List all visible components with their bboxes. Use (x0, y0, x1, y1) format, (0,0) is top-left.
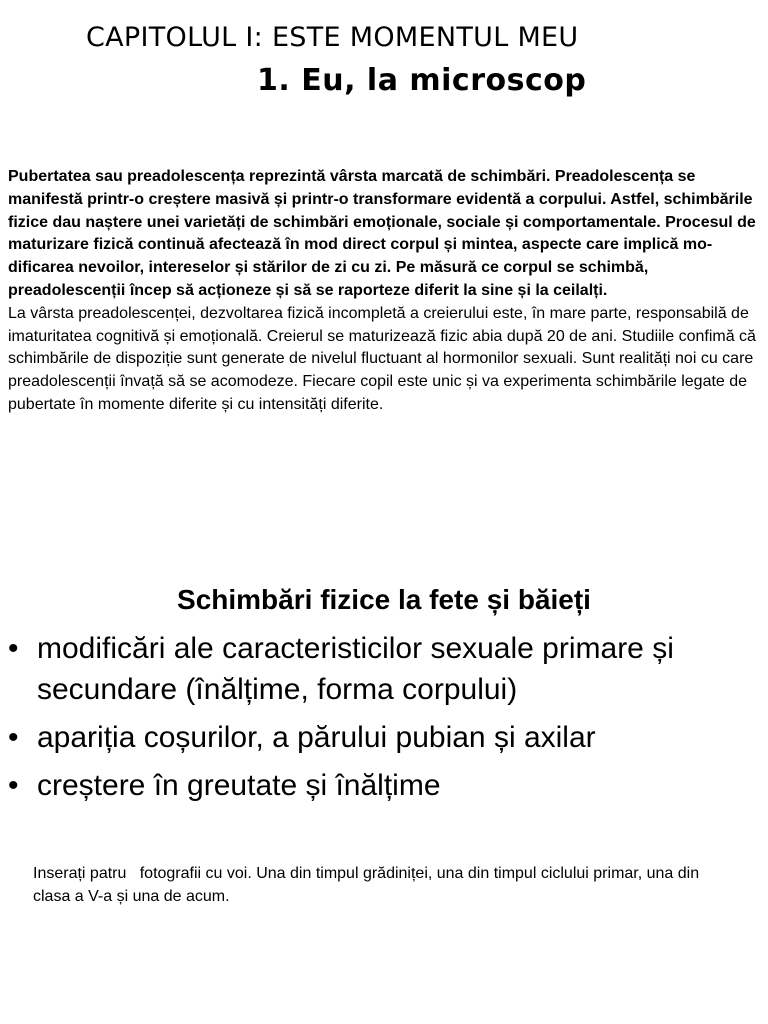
list-item (8, 717, 760, 758)
photo-instruction: Inserați patru fotografii cu voi. Una din timpul grădiniței, una din timpul ciclului primar, una din clasa a V-a și una de acum. (33, 865, 704, 905)
list-item-text: modificări ale caracteristicilor sexuale primare și secundare (înălțime, forma corpului) (37, 632, 674, 706)
intro-paragraph-regular: La vârsta preadolescenței, dezvoltarea fizică incompletă a creierului este, în mare parte, responsabilă de imaturitatea cognitivă și emoțională. Creierul se maturizează fizic abia după 20 de ani. Studiile confimă că schimbările de dispoziție sunt generate de nivelul fluctuant al hormonilor sexuali. Sunt realități noi cu care preadolescenții învață să se acomodeze. Fiecare copil este unic și va experimenta schimbările legate de pubertate în momente diferite și cu intensități diferite. (8, 304, 756, 413)
bullet-icon: • (8, 632, 19, 665)
chapter-title: CAPITOLUL I: ESTE MOMENTUL MEU (86, 22, 579, 53)
bullet-icon: • (8, 769, 19, 802)
section-title: 1. Eu, la microscop (257, 63, 587, 98)
list-item-text: apariția coșurilor, a părului pubian și axilar (37, 721, 596, 754)
intro-paragraph-bold: Pubertatea sau preadolescența reprezintă vârsta marcată de schimbări. Preadolescența se manifestă printr-o creștere masivă și printr-o transformare evidentă a corpului. Astfel, schimbările fizice dau naștere unei varietăți de schimbări emoționale, sociale și comportamentale. Procesul de maturizare fizică continuă afectează în mod direct corpul și mintea, aspecte care implică mo-dificarea nevoilor, intereselor și stărilor de zi cu zi. Pe măsură ce corpul se schimbă, preadolescenții încep să acționeze și să se raporteze diferit la sine și la ceilalți. (8, 168, 756, 299)
intro-text-block (8, 166, 760, 417)
physical-changes-heading: Schimbări fizice la fete și băieți (177, 584, 591, 615)
list-item (8, 628, 760, 710)
list-item-text: creștere în greutate și înălțime (37, 769, 441, 802)
list-item (8, 765, 760, 806)
bullet-icon: • (8, 721, 19, 754)
physical-changes-list (8, 628, 760, 813)
